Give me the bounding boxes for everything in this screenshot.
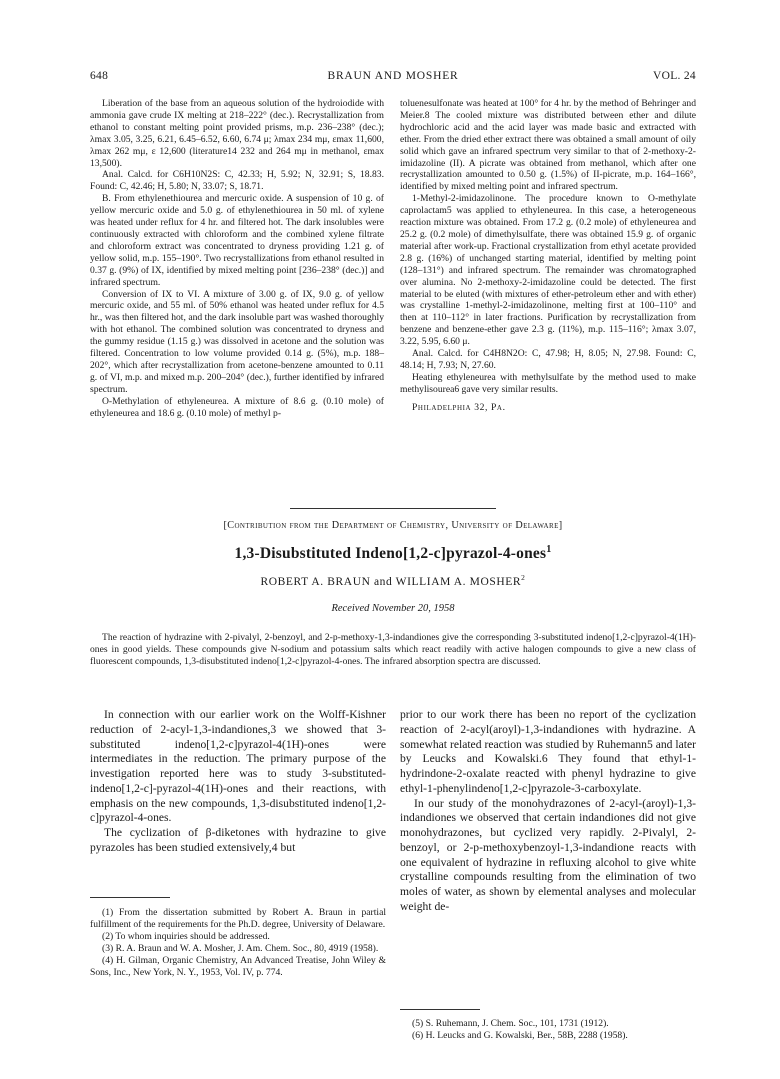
footnote: (2) To whom inquiries should be addressed. — [102, 930, 270, 942]
paragraph: O-Methylation of ethyleneurea. A mixture of 8.6 g. (0.10 mole) of ethyleneurea and 18.6 g. (0.10 mole) of methyl p- — [90, 395, 384, 419]
paragraph: Liberation of the base from an aqueous solution of the hydroiodide with ammonia gave crude IX melting at 218–222° (dec.). Recrystallization from ethanol to constant melting point provided prisms, m.p. 236–238° (dec.); λmax 3.05, 3.25, 6.21, 6.45–6.52, 6.60, 6.74 μ; λmax 234 mμ, εmax 11,600, λmax 262 mμ, ε 12,600 (literature14 232 and 264 mμ in methanol, εmax 13,500). — [90, 98, 384, 169]
paragraph: Conversion of IX to VI. A mixture of 3.00 g. of IX, 9.0 g. of yellow mercuric oxide, and 55 ml. of 50% ethanol was heated under reflux for 4.5 hr., was then filtered hot, and the dark insoluble part was washed thoroughly with hot ethanol. The combined solution was concentrated to dryness and the gummy residue (1.15 g.) was dissolved in acetone and the solution was filtered. Concentration to low volume provided 0.14 g. (5%), m.p. 188–202°, which after recrystallization from acetone-benzene amounted to 0.11 g. of VI, m.p. and mixed m.p. 200–204° (dec.), further identified by infrared spectrum. — [90, 288, 384, 395]
running-head: BRAUN AND MOSHER — [327, 70, 459, 82]
footnote: (1) From the dissertation submitted by Robert A. Braun in partial fulfillment of the requirements for the Ph.D. degree, University of Delaware. — [90, 907, 386, 930]
paragraph: B. From ethylenethiourea and mercuric oxide. A suspension of 10 g. of yellow mercuric oxide and 5.0 g. of ethylenethiourea in 50 ml. of xylene was heated under reflux for 4 hr. and filtered hot. The dark insolubles were continuously extracted with chloroform and the combined xylene filtrate and chloroform extract was concentrated to dryness providing 1.21 g. of yellow solid, m.p. 155–190°. Two recrystallizations from ethanol resulted in 0.37 g. (9%) of IX, identified by mixed melting point [236–238° (dec.)] and infrared spectrum. — [90, 193, 384, 288]
footnotes-right — [400, 1018, 696, 1042]
paragraph: toluenesulfonate was heated at 100° for 4 hr. by the method of Behringer and Meier.8 The cooled mixture was distributed between ether and dilute hydrochloric acid and the acid layer was made basic and extracted with ether. From the dried ether extract there was obtained a small amount of oily solid which gave an infrared spectrum very similar to that of 2-methoxy-2-imidazoline (II). A picrate was obtained from methanol, which after one recrystallization amounted to 0.50 g. (1.5%) of II-picrate, m.p. 164–166°, identified by mixed melting point and infrared spectrum. — [400, 98, 696, 193]
contribution-line: [Contribution from the Department of Chemistry, University of Delaware] — [223, 520, 563, 531]
left-column-top — [90, 98, 384, 419]
paragraph: 1-Methyl-2-imidazolinone. The procedure known to O-methylate caprolactam5 was applied to ethyleneurea. In this case, a heterogeneous reaction mixture was obtained. From 17.2 g. (0.2 mole) of ethyleneurea and 25.2 g. (0.2 mole) of dimethylsulfate, there was obtained 15.9 g. of organic material after work-up. Fractional crystallization from ethyl acetate provided 2.8 g. (16%) of unchanged starting material, identified by melting point (128–131°) and infrared spectrum. The remainder was chromatographed over alumina. No 2-methoxy-2-imidazoline could be detected. The first material to be eluted (with mixtures of ether-petroleum ether and with ether) was crystalline 1-methyl-2-imidazolinone, melting first at 100–110° and then at 110–112° in later fractions. Purification by recrystallization from benzene and benzene-ether gave 2.3 g. (11%), m.p. 115–116°; λmax 3.07, 3.22, 5.95, 6.60 μ. — [400, 193, 696, 348]
article-authors — [90, 573, 696, 588]
right-column-top — [400, 98, 696, 414]
paragraph: Heating ethyleneurea with methylsulfate by the method used to make methylisourea6 gave very similar results. — [400, 371, 696, 395]
footnote: (3) R. A. Braun and W. A. Mosher, J. Am. Chem. Soc., 80, 4919 (1958). — [102, 942, 379, 954]
footnote: (4) H. Gilman, Organic Chemistry, An Advanced Treatise, John Wiley & Sons, Inc., New York, N. Y., 1953, Vol. IV, p. 774. — [90, 954, 386, 978]
paragraph: The cyclization of β-diketones with hydrazine to give pyrazoles has been studied extensively,4 but — [90, 826, 386, 854]
title-footnote-mark: 1 — [546, 543, 552, 555]
authors-text: ROBERT A. BRAUN and WILLIAM A. MOSHER — [260, 576, 522, 588]
page-header — [90, 70, 696, 86]
footnote-rule — [400, 1009, 480, 1010]
received-date: Received November 20, 1958 — [331, 603, 455, 614]
body-left-column — [90, 708, 386, 856]
footnote: (5) S. Ruhemann, J. Chem. Soc., 101, 1731 (1912). — [412, 1018, 609, 1029]
paragraph: prior to our work there has been no report of the cyclization reaction of 2-acyl(aroyl)-1,3-indandiones with hydrazine. A somewhat related reaction was studied by Ruhemann5 and later by Leucks and Kowalski.6 They found that ethyl-1-hydrindone-2-oxalate reacted with phenyl hydrazine to give ethyl-1-phenylindeno[1,2-c]pyrazole-3-carboxylate. — [400, 708, 696, 795]
body-right-column — [400, 708, 696, 915]
abstract: The reaction of hydrazine with 2-pivalyl, 2-benzoyl, and 2-p-methoxy-1,3-indandiones give the corresponding 3-substituted indeno[1,2-c]pyrazol-4(1H)-ones in good yields. These compounds give N-sodium and potassium salts which react readily with active halogen compounds to give a new class of fluorescent compounds, 1,3-disubstituted indeno[1,2-c]pyrazol-4-ones. The infrared absorption spectra are discussed. — [90, 632, 696, 667]
footnotes-left — [90, 907, 386, 978]
paragraph: Anal. Calcd. for C4H8N2O: C, 47.98; H, 8.05; N, 27.98. Found: C, 48.14; H, 7.93; N, 27.60. — [400, 348, 696, 371]
paragraph: In connection with our earlier work on the Wolff-Kishner reduction of 2-acyl-1,3-indandiones,3 we showed that 3-substituted indeno[1,2-c]pyrazol-4(1H)-ones were intermediates in the reduction. The primary purpose of the investigation reported here was to study 3-substituted-indeno[1,2-c]-pyrazol-4(1H)-ones and their reactions, with emphasis on the new compounds, 1,3-disubstituted indeno[1,2-c]pyrazol-4-ones. — [90, 708, 386, 825]
page-number: 648 — [90, 70, 109, 82]
footnote: (6) H. Leucks and G. Kowalski, Ber., 58B, 2288 (1958). — [412, 1029, 628, 1041]
authors-footnote-mark: 2 — [521, 573, 526, 583]
article-title — [90, 545, 696, 563]
volume-label: VOL. 24 — [653, 70, 696, 82]
paragraph: Anal. Calcd. for C6H10N2S: C, 42.33; H, 5.92; N, 32.91; S, 18.83. Found: C, 42.46; H, 5.80; N, 33.07; S, 18.71. — [90, 169, 384, 193]
place-line: Philadelphia 32, Pa. — [412, 401, 506, 413]
footnote-rule — [90, 897, 170, 898]
title-text: 1,3-Disubstituted Indeno[1,2-c]pyrazol-4-ones — [234, 545, 547, 562]
section-divider — [290, 508, 496, 509]
paragraph: In our study of the monohydrazones of 2-acyl-(aroyl)-1,3-indandiones we observed that certain indandiones did not give monohydrazones, but cyclized very rapidly. 2-Pivalyl, 2-benzoyl, or 2-p-methoxybenzoyl-1,3-indandione reacts with one equivalent of hydrazine in refluxing alcohol to give white crystalline compounds resulting from the elimination of two moles of water, as shown by elemental analyses and molecular weight de- — [400, 796, 696, 913]
